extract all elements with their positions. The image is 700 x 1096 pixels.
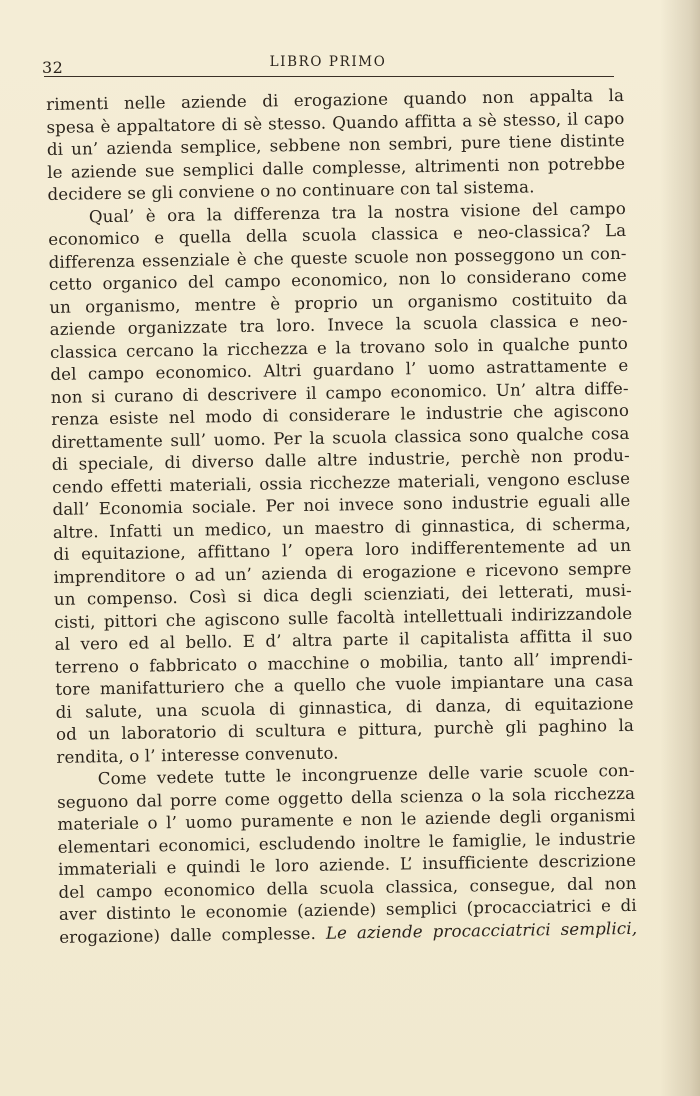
text-line: altre. Infatti un medico, un maestro di ginnastica, di scherma, <box>52 513 631 542</box>
text-line: direttamente sull’ uomo. Per la scuola classica sono qualche cosa <box>51 423 630 452</box>
text-line: renza esiste nel modo di considerare le industrie che agiscono <box>50 400 630 429</box>
text-line: un organismo, mentre è proprio un organismo costituito da <box>49 288 628 317</box>
text-line: del campo economico. Altri guardano l’ uomo astrattamente e <box>50 355 629 384</box>
text-line: terreno o fabbricato o macchine o mobilia, tanto all’ imprendi- <box>54 648 634 677</box>
text-line: rendita, o l’ interesse convenuto. <box>56 742 339 767</box>
text-line: elementari economici, escludendo inoltre le famiglie, le industrie <box>57 828 636 857</box>
text-line-italic: Le aziende procacciatrici semplici, <box>325 918 638 943</box>
text-line: cendo effetti materiali, ossia ricchezze materiali, vengono escluse <box>52 468 631 497</box>
text-line-roman: erogazione) dalle complesse. <box>59 923 317 947</box>
text-line: Qual’ è ora la differenza tra la nostra visione del campo <box>88 198 627 226</box>
text-line: di salute, una scuola di ginnastica, di danza, di equitazione <box>55 693 634 722</box>
text-line: cisti, pittori che agiscono sulle facoltà intellettuali indirizzandole <box>54 603 633 632</box>
text-line: dall’ Economia sociale. Per noi invece sono industrie eguali alle <box>52 490 631 519</box>
text-line: rimenti nelle aziende di erogazione quando non appalta la <box>46 85 625 114</box>
text-line: di speciale, di diverso dalle altre industrie, perchè non produ- <box>51 445 630 474</box>
body-text <box>46 85 637 949</box>
text-line: di un’ azienda semplice, sebbene non sembri, pure tiene distinte <box>46 130 625 159</box>
text-line: economico e quella della scuola classica e neo-classica? La <box>48 220 627 249</box>
text-line: le aziende sue semplici dalle complesse, altrimenti non potrebbe <box>47 153 626 182</box>
text-line: del campo economico della scuola classica, consegue, dal non <box>58 873 637 902</box>
text-line: classica cercano la ricchezza e la trovano solo in qualche punto <box>49 333 629 362</box>
text-line: cetto organico del campo economico, non lo considerano come <box>48 265 628 294</box>
text-line: differenza essenziale è che queste scuole non posseggono un con- <box>48 243 627 272</box>
page-header <box>42 52 614 78</box>
text-line: spesa è appaltatore di sè stesso. Quando affitta a sè stesso, il capo <box>46 108 625 137</box>
text-line: aziende organizzate tra loro. Invece la scuola classica e neo- <box>49 310 628 339</box>
text-line: od un laboratorio di scultura e pittura, purchè gli paghino la <box>55 715 635 744</box>
text-line: seguono dal porre come oggetto della scienza o la sola ricchezza <box>56 783 636 812</box>
page-number: 32 <box>42 58 64 77</box>
text-line: materiale o l’ uomo puramente e non le aziende degli organismi <box>57 805 636 834</box>
text-line: imprenditore o ad un’ azienda di erogazione e ricevono sempre <box>53 558 632 587</box>
text-line: un compenso. Così si dica degli scienziati, dei letterati, musi- <box>53 580 633 609</box>
text-line: di equitazione, affittano l’ opera loro indifferentemente ad un <box>53 535 632 564</box>
header-rule <box>44 76 614 77</box>
text-line: aver distinto le economie (aziende) semplici (procacciatrici e di <box>58 895 637 924</box>
text-line: al vero ed al bello. E d’ altra parte il capitalista affitta il suo <box>54 625 633 654</box>
text-line: non si curano di descrivere il campo economico. Un’ altra diffe- <box>50 378 629 407</box>
text-line: immateriali e quindi le loro aziende. L’ insufficiente descrizione <box>58 850 637 879</box>
running-title: LIBRO PRIMO <box>269 54 387 70</box>
text-line: tore manifatturiero che a quello che vuole impiantare una casa <box>55 670 634 699</box>
text-line: Come vedete tutte le incongruenze delle varie scuole con- <box>97 760 635 789</box>
text-line: decidere se gli conviene o no continuare con tal sistema. <box>47 177 535 204</box>
